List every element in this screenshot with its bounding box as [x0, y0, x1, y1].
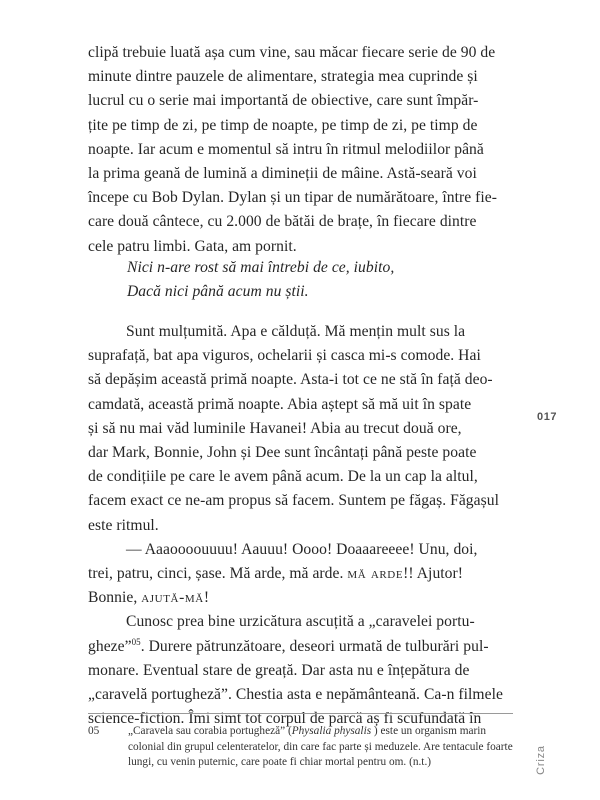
dialogue-line [88, 562, 513, 586]
text-line: Cunosc prea bine urzicătura ascuțită a „caravelei portu- [126, 613, 475, 631]
text-line: care două cântece, cu 2.000 de bătăi de brațe, în fiecare dintre [88, 213, 477, 231]
dialogue-text: ! [203, 589, 210, 607]
dialogue-line [88, 586, 513, 610]
dialogue-line: — Aaaoooouuuu! Aauuu! Oooo! Doaaareeee! Unu, doi, [126, 540, 478, 558]
text-span: gheze” [88, 637, 132, 655]
verse-line: Nici n-are rost să mai întrebi de ce, iubito, [127, 259, 395, 276]
text-line: este ritmul. [88, 516, 159, 534]
text-line: suprafață, bat apa viguros, ochelarii și casca mi-s comode. Hai [88, 347, 481, 365]
footnote-text [128, 724, 513, 771]
footnote-number: 05 [88, 725, 100, 737]
dialogue-text: trei, patru, cinci, șase. Mă arde, mă arde. [88, 565, 348, 583]
text-span: . Durere pătrunzătoare, deseori urmată de tulburări pul- [140, 637, 489, 655]
text-line: la prima geană de lumină a dimineții de mâine. Astă-seară voi [88, 165, 477, 183]
text-line: monare. Eventual stare de greață. Dar asta nu e înțepătura de [88, 661, 470, 679]
dialogue-text: Bonnie, [88, 589, 142, 607]
text-line: de condițiile pe care le avem până acum. De la un cap la altul, [88, 468, 478, 486]
text-line [88, 635, 513, 659]
dialogue-smallcaps: mă arde [347, 565, 404, 583]
verse-quote [127, 256, 507, 304]
footnote-italic-term: Physalia physalis [291, 725, 372, 737]
text-line: noapte. Iar acum e momentul să intru în ritmul melodiilor până [88, 140, 484, 158]
text-line: camdată, această primă noapte. Abia aștept să mă uit în spate [88, 395, 472, 413]
text-line: clipă trebuie luată așa cum vine, sau măcar fiecare serie de 90 de [88, 44, 496, 61]
text-line: lucrul cu o serie mai importantă de obiective, care sunt împăr- [88, 92, 479, 110]
verse-line: Dacă nici până acum nu știi. [127, 283, 309, 301]
page-number: 017 [537, 411, 558, 423]
text-line: facem exact ce ne-am propus să facem. Suntem pe făgaș. Făgașul [88, 492, 499, 510]
text-line: și să nu mai văd luminile Havanei! Abia au trecut două ore, [88, 419, 462, 437]
text-line: dar Mark, Bonnie, John și Dee sunt încântați până peste poate [88, 444, 477, 462]
footnote-divider [88, 713, 513, 714]
body-paragraph-1 [88, 41, 513, 259]
text-line: science-fiction. Îmi simt tot corpul de parcă aș fi scufundată în [88, 710, 482, 728]
text-line: să depășim această primă noapte. Asta-i tot ce ne stă în față deo- [88, 371, 493, 389]
text-line: începe cu Bob Dylan. Dylan și un tipar de numărătoare, între fie- [88, 189, 497, 207]
text-line: țite pe timp de zi, pe timp de noapte, pe timp de zi, pe timp de [88, 116, 478, 134]
text-line: Sunt mulțumită. Apa e călduță. Mă mențin mult sus la [126, 323, 466, 340]
footnote-text-end: ) este un organism marin colonial din grupul celenteratelor, din care fac parte și meduzele. Are tentacule foarte lungi, cu venin puternic, care poate fi chiar mortal pentru om. (n.t.) [128, 725, 513, 769]
footnote-text-start: „Caravela sau corabia portugheză” ( [128, 725, 292, 737]
text-line: minute dintre pauzele de alimentare, strategia mea cuprinde și [88, 68, 478, 86]
body-paragraph-2 [88, 320, 513, 731]
text-line: „caravelă portugheză”. Chestia asta e nepământeană. Ca-n filmele [88, 686, 503, 704]
running-head: Criza [535, 745, 547, 775]
dialogue-smallcaps: ajută-mă [141, 589, 204, 607]
dialogue-text: !! Ajutor! [403, 565, 464, 583]
text-line: cele patru limbi. Gata, am pornit. [88, 237, 297, 255]
footnote-reference[interactable]: 05 [131, 636, 141, 647]
